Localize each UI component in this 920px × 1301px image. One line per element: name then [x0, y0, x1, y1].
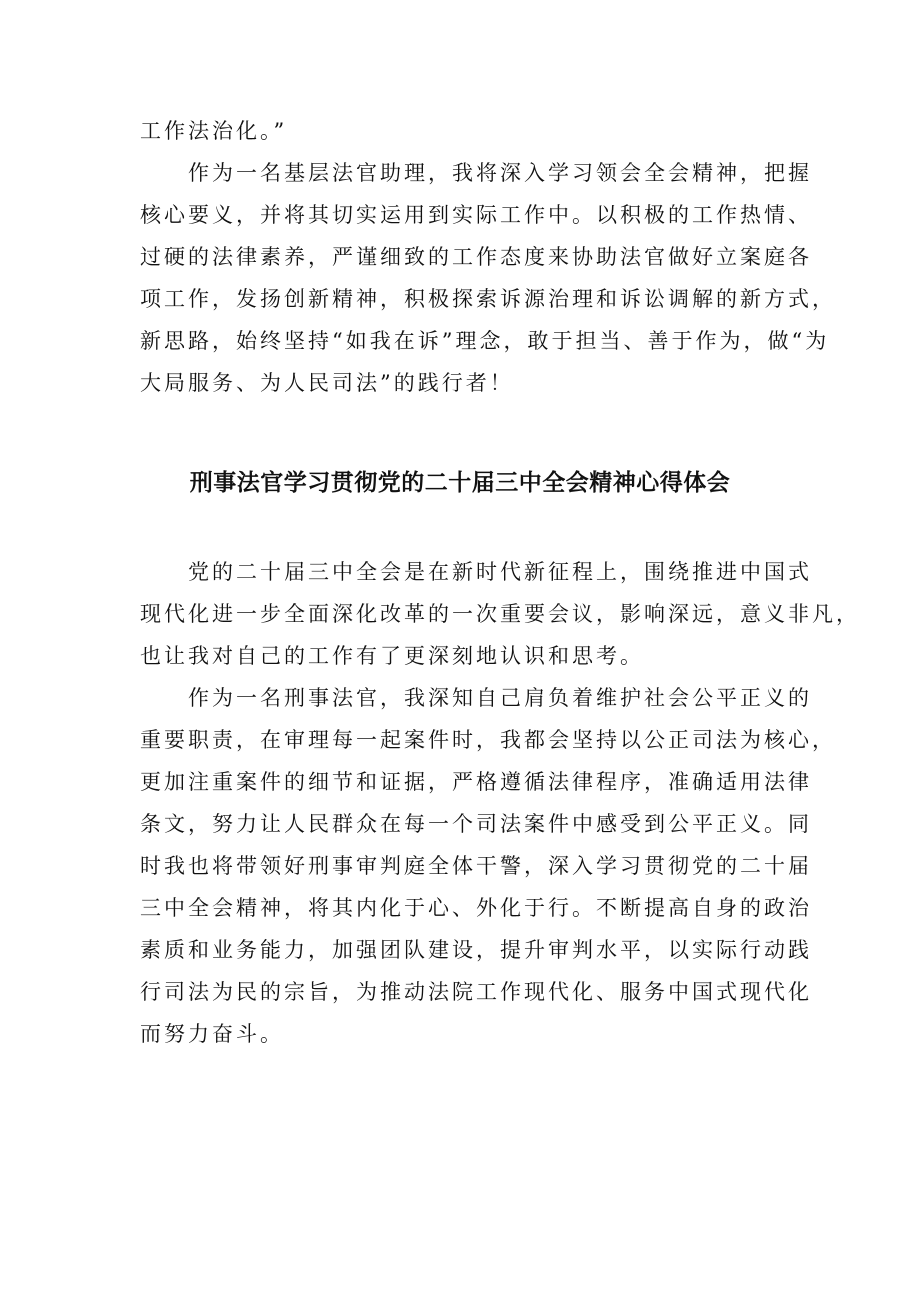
paragraph-line: 新思路，始终坚持“如我在诉”理念，敢于担当、善于作为，做“为: [140, 329, 830, 353]
paragraph-line: 作为一名刑事法官，我深知自己肩负着维护社会公平正义的: [188, 686, 812, 710]
paragraph-line: 而努力奋斗。: [140, 1022, 284, 1046]
section-title: 刑事法官学习贯彻党的二十届三中全会精神心得体会: [189, 470, 731, 496]
paragraph-line: 条文，努力让人民群众在每一个司法案件中感受到公平正义。同: [140, 812, 812, 836]
paragraph-line: 更加注重案件的细节和证据，严格遵循法律程序，准确适用法律: [140, 770, 812, 794]
paragraph-line: 也让我对自己的工作有了更深刻地认识和思考。: [140, 644, 644, 668]
plenum-intro-paragraph: [140, 551, 860, 677]
paragraph-line: 现代化进一步全面深化改革的一次重要会议，影响深远，意义非凡，: [140, 602, 860, 626]
paragraph-line: 时我也将带领好刑事审判庭全体干警，深入学习贯彻党的二十届: [140, 854, 812, 878]
paragraph-line: 工作法治化。”: [140, 119, 288, 143]
assistant-judge-paragraph: [140, 152, 836, 404]
criminal-judge-paragraph: [140, 677, 836, 1055]
paragraph-line: 三中全会精神，将其内化于心、外化于行。不断提高自身的政治: [140, 896, 812, 920]
paragraph-line: 重要职责，在审理每一起案件时，我都会坚持以公正司法为核心，: [140, 728, 836, 752]
paragraph-line: 过硬的法律素养，严谨细致的工作态度来协助法官做好立案庭各: [140, 245, 812, 269]
paragraph-line: 大局服务、为人民司法”的践行者！: [140, 371, 514, 395]
paragraph-line: 党的二十届三中全会是在新时代新征程上，围绕推进中国式: [188, 560, 812, 584]
continuation-paragraph: [140, 110, 788, 152]
paragraph-line: 行司法为民的宗旨，为推动法院工作现代化、服务中国式现代化: [140, 980, 812, 1004]
paragraph-line: 项工作，发扬创新精神，积极探索诉源治理和诉讼调解的新方式，: [140, 287, 836, 311]
paragraph-line: 核心要义，并将其切实运用到实际工作中。以积极的工作热情、: [140, 203, 812, 227]
paragraph-line: 作为一名基层法官助理，我将深入学习领会全会精神，把握: [188, 161, 812, 185]
paragraph-line: 素质和业务能力，加强团队建设，提升审判水平，以实际行动践: [140, 938, 812, 962]
